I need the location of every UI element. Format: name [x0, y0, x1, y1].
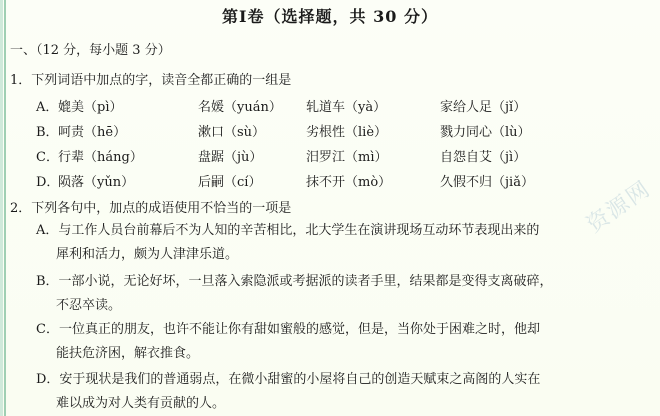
- option-item: 媲美（pì）: [58, 100, 123, 115]
- q2-option-d-line1: D．安于现状是我们的普通弱点，在微小甜蜜的小屋将自己的创造天赋束之高阁的人实在: [36, 372, 541, 387]
- option-letter: C．: [36, 150, 59, 165]
- option-item: 名媛（yuán）: [198, 100, 282, 115]
- option-letter: D．: [36, 175, 60, 190]
- q2-option-b-line1: B．一部小说，无论好坏，一旦落入索隐派或考据派的读者手里，结果都是变得支离破碎，: [36, 274, 553, 289]
- question-1-stem: 1．下列词语中加点的字，读音全都正确的一组是: [10, 73, 292, 88]
- option-item: 后嗣（cí）: [198, 175, 262, 190]
- section-heading: 一、（12 分，每小题 3 分）: [10, 43, 171, 58]
- option-item: 汨罗江（mì）: [306, 150, 388, 165]
- option-item: 漱口（sù）: [198, 125, 266, 140]
- margin-rule-outer: [0, 0, 3, 416]
- q2-option-d-line2: 难以成为对人类有贡献的人。: [56, 396, 226, 411]
- option-item: 家给人足（jǐ）: [440, 100, 527, 115]
- option-item: 劣根性（liè）: [306, 125, 388, 140]
- q2-option-a-line2: 犀利和活力，颇为人津津乐道。: [56, 247, 239, 262]
- q2-option-a-line1: A．与工作人员台前幕后不为人知的辛苦相比，北大学生在演讲现场互动环节表现出来的: [36, 223, 540, 238]
- question-2-stem: 2．下列各句中，加点的成语使用不恰当的一项是: [10, 201, 292, 216]
- q2-option-c-line2: 能扶危济困，解衣推食。: [56, 346, 200, 361]
- option-letter: A．: [36, 100, 59, 115]
- option-item: 久假不归（jiǎ）: [440, 175, 534, 190]
- watermark: 资源网: [582, 176, 656, 239]
- q2-option-c-line1: C．一位真正的朋友，也许不能让你有甜如蜜般的感觉，但是，当你处于困难之时，他却: [36, 322, 540, 337]
- option-letter: B．: [36, 125, 59, 140]
- option-item: 呵责（hē）: [58, 125, 127, 140]
- page-title: 第Ⅰ卷（选择题，共 30 分）: [222, 7, 438, 26]
- q2-option-b-line2: 不忍卒读。: [56, 298, 122, 313]
- option-item: 自怨自艾（jì）: [440, 150, 527, 165]
- option-item: 戮力同心（lù）: [440, 125, 531, 140]
- option-item: 行辈（háng）: [58, 150, 143, 165]
- option-item: 抹不开（mò）: [306, 175, 392, 190]
- option-item: 盘踞（jù）: [198, 150, 263, 165]
- option-item: 陨落（yǔn）: [58, 175, 135, 190]
- margin-rule-inner: [4, 0, 6, 416]
- option-item: 轧道车（yà）: [306, 100, 387, 115]
